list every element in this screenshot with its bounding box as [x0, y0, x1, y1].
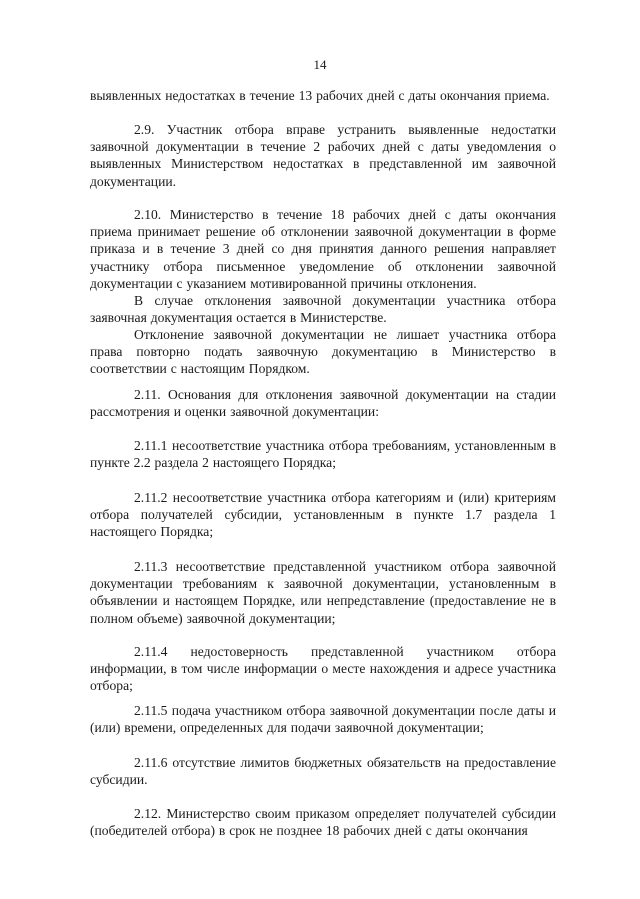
paragraph-rejection-case: [90, 292, 556, 326]
paragraph: 2.9. Участник отбора вправе устранить выявленные недостатки заявочной документации в течение 2 рабочих дней с даты уведомления о выявленных Министерством недостатках в представленной им заявочной документации.: [90, 122, 556, 189]
paragraph-2-11-6: [90, 754, 556, 788]
paragraph-2-11: [90, 386, 556, 420]
paragraph: 2.11. Основания для отклонения заявочной документации на стадии рассмотрения и оценки заявочной документации:: [90, 387, 556, 420]
paragraph-2-11-1: [90, 437, 556, 471]
paragraph-2-11-2: [90, 489, 556, 541]
paragraph: 2.12. Министерство своим приказом определяет получателей субсидии (победителей отбора) в срок не позднее 18 рабочих дней с даты окончания: [90, 806, 556, 839]
paragraph: 2.10. Министерство в течение 18 рабочих дней с даты окончания приема принимает решение об отклонении заявочной документации в форме приказа и в течение 3 дней со дня принятия данного решения направляет участнику отбора письменное уведомление об отклонении заявочной документации с указанием мотивированной причины отклонения.: [90, 207, 556, 291]
paragraph: 2.11.4 недостоверность представленной участником отбора информации, в том числе информации о месте нахождения и адресе участника отбора;: [90, 644, 556, 694]
paragraph: 2.11.2 несоответствие участника отбора категориям и (или) критериям отбора получателей субсидии, установленным в пункте 1.7 раздела 1 настоящего Порядка;: [90, 490, 556, 540]
paragraph: 2.11.3 несоответствие представленной участником отбора заявочной документации требованиям к заявочной документации, установленным в объявлении и настоящем Порядке, или непредставление (предоставление не в полном объеме) заявочной документации;: [90, 559, 556, 626]
paragraph-2-10: [90, 206, 556, 292]
paragraph: В случае отклонения заявочной документации участника отбора заявочная документация остается в Министерстве.: [90, 293, 556, 326]
paragraph-2-11-4: [90, 643, 556, 695]
paragraph-rejection-no-deprive: [90, 326, 556, 378]
paragraph-2-11-5: [90, 702, 556, 736]
paragraph: 2.11.5 подача участником отбора заявочной документации после даты и (или) времени, определенных для подачи заявочной документации;: [90, 703, 556, 736]
paragraph: Отклонение заявочной документации не лишает участника отбора права повторно подать заявочную документацию в Министерство в соответствии с настоящим Порядком.: [90, 327, 556, 377]
page-number: 14: [313, 57, 327, 72]
paragraph-2-12: [90, 805, 556, 839]
paragraph: 2.11.6 отсутствие лимитов бюджетных обязательств на предоставление субсидии.: [90, 755, 556, 788]
paragraph-2-11-3: [90, 558, 556, 627]
paragraph: 2.11.1 несоответствие участника отбора требованиям, установленным в пункте 2.2 раздела 2 настоящего Порядка;: [90, 438, 556, 471]
paragraph-continuation: [90, 87, 556, 104]
paragraph-2-9: [90, 121, 556, 190]
paragraph: выявленных недостатках в течение 13 рабочих дней с даты окончания приема.: [90, 88, 550, 103]
